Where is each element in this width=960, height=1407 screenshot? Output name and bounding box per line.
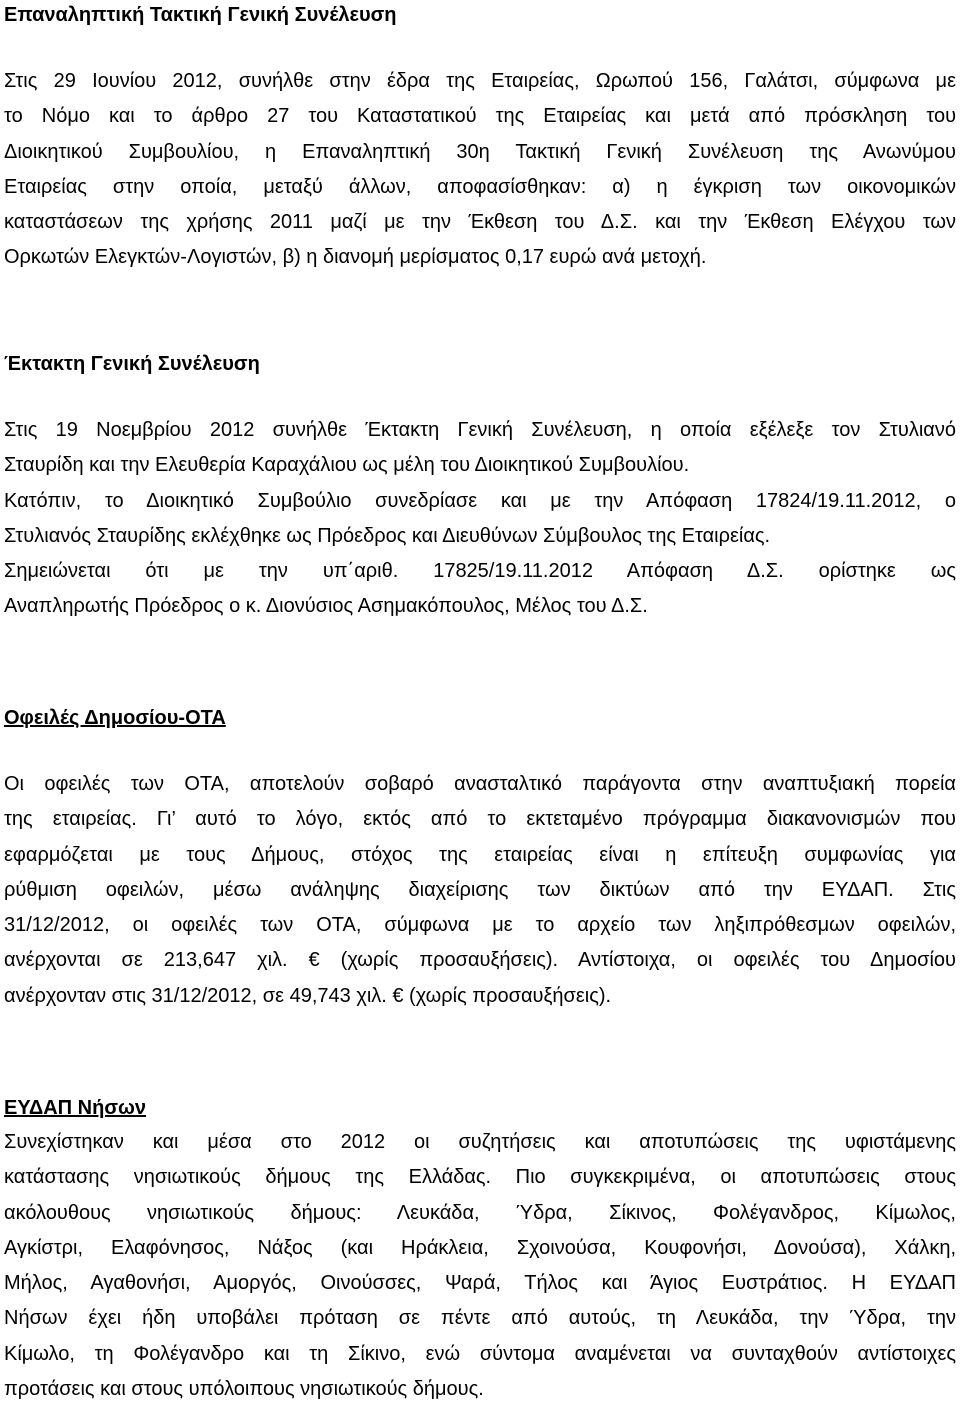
section-paragraph-public-debts	[4, 767, 956, 1014]
paragraph-line: εφαρμόζεται με τους Δήμους, στόχος της εταιρείας είναι η επίτευξη συμφωνίας για	[4, 843, 956, 866]
paragraph-line: καταστάσεων της χρήσης 2011 μαζί με την Έκθεση του Δ.Σ. και την Έκθεση Ελέγχου των	[4, 211, 956, 234]
paragraph-line: Εταιρείας στην οποία, μεταξύ άλλων, αποφασίσθηκαν: α) η έγκριση των οικονομικών	[4, 175, 956, 198]
paragraph-line: 31/12/2012, οι οφειλές των ΟΤΑ, σύμφωνα με το αρχείο των ληξιπρόθεσμων οφειλών,	[4, 914, 956, 937]
paragraph-line: ανέρχονταν στις 31/12/2012, σε 49,743 χιλ. € (χωρίς προσαυξήσεις).	[4, 984, 612, 1007]
section-heading-regular-meeting: Επαναληπτική Τακτική Γενική Συνέλευση	[4, 4, 397, 26]
paragraph-line: Νήσων έχει ήδη υποβάλει πρόταση σε πέντε από αυτούς, τη Λευκάδα, την Ύδρα, την	[4, 1307, 956, 1330]
paragraph-line: προτάσεις και στους υπόλοιπους νησιωτικούς δήμους.	[4, 1378, 484, 1401]
paragraph-line: Κίμωλο, τη Φολέγανδρο και τη Σίκινο, ενώ σύντομα αναμένεται να συνταχθούν αντίστοιχες	[4, 1342, 956, 1365]
section-heading-extraordinary-meeting: Έκτακτη Γενική Συνέλευση	[4, 353, 260, 375]
section-paragraph-extraordinary-meeting	[4, 413, 956, 625]
paragraph-line: Σημειώνεται ότι με την υπ΄αριθ. 17825/19.11.2012 Απόφαση Δ.Σ. ορίστηκε ως	[4, 560, 956, 583]
paragraph-line: Αγκίστρι, Ελαφόνησος, Νάξος (και Ηράκλεια, Σχοινούσα, Κουφονήσι, Δονούσα), Χάλκη,	[4, 1236, 956, 1259]
section-paragraph-eydap-islands	[4, 1125, 956, 1407]
paragraph-line: ανέρχονται σε 213,647 χιλ. € (χωρίς προσαυξήσεις). Αντίστοιχα, οι οφειλές του Δημοσίου	[4, 949, 956, 972]
paragraph-line: το Νόμο και το άρθρο 27 του Καταστατικού της Εταιρείας και μετά από πρόσκληση του	[4, 105, 956, 128]
paragraph-line: ακόλουθους νησιωτικούς δήμους: Λευκάδα, Ύδρα, Σίκινος, Φολέγανδρος, Κίμωλος,	[4, 1201, 956, 1224]
paragraph-line: Μήλος, Αγαθονήσι, Αμοργός, Οινούσσες, Ψαρά, Τήλος και Άγιος Ευστράτιος. Η ΕΥΔΑΠ	[4, 1272, 956, 1295]
paragraph-line: Στις 29 Ιουνίου 2012, συνήλθε στην έδρα της Εταιρείας, Ωρωπού 156, Γαλάτσι, σύμφωνα με	[4, 70, 956, 92]
paragraph-line: της εταιρείας. Γι’ αυτό το λόγο, εκτός από το εκτεταμένο πρόγραμμα διακανονισμών που	[4, 808, 956, 831]
paragraph-line: Στις 19 Νοεμβρίου 2012 συνήλθε Έκτακτη Γενική Συνέλευση, η οποία εξέλεξε τον Στυλιανό	[4, 419, 956, 441]
paragraph-line: ρύθμιση οφειλών, μέσω ανάληψης διαχείρισης των δικτύων από την ΕΥΔΑΠ. Στις	[4, 878, 956, 901]
paragraph-line: Στυλιανός Σταυρίδης εκλέχθηκε ως Πρόεδρος και Διευθύνων Σύμβουλος της Εταιρείας.	[4, 524, 771, 547]
section-heading-public-debts: Οφειλές Δημοσίου-ΟΤΑ	[4, 707, 226, 729]
paragraph-line: Διοικητικού Συμβουλίου, η Επαναληπτική 30η Τακτική Γενική Συνέλευση της Ανωνύμου	[4, 140, 956, 163]
paragraph-line: Οι οφειλές των ΟΤΑ, αποτελούν σοβαρό ανασταλτικό παράγοντα στην αναπτυξιακή πορεία	[4, 773, 956, 795]
paragraph-line: Αναπληρωτής Πρόεδρος ο κ. Διονύσιος Ασημακόπουλος, Μέλος του Δ.Σ.	[4, 595, 648, 618]
paragraph-line: Κατόπιν, το Διοικητικό Συμβούλιο συνεδρίασε και με την Απόφαση 17824/19.11.2012, ο	[4, 489, 956, 512]
paragraph-line: κατάστασης νησιωτικούς δήμους της Ελλάδας. Πιο συγκεκριμένα, οι αποτυπώσεις στους	[4, 1166, 956, 1189]
section-heading-eydap-islands: ΕΥΔΑΠ Νήσων	[4, 1097, 147, 1119]
paragraph-line: Σταυρίδη και την Ελευθερία Καραχάλιου ως μέλη του Διοικητικού Συμβουλίου.	[4, 454, 690, 477]
section-paragraph-regular-meeting	[4, 64, 956, 276]
paragraph-line: Ορκωτών Ελεγκτών-Λογιστών, β) η διανομή μερίσματος 0,17 ευρώ ανά μετοχή.	[4, 246, 707, 269]
paragraph-line: Συνεχίστηκαν και μέσα στο 2012 οι συζητήσεις και αποτυπώσεις της υφιστάμενης	[4, 1131, 956, 1153]
